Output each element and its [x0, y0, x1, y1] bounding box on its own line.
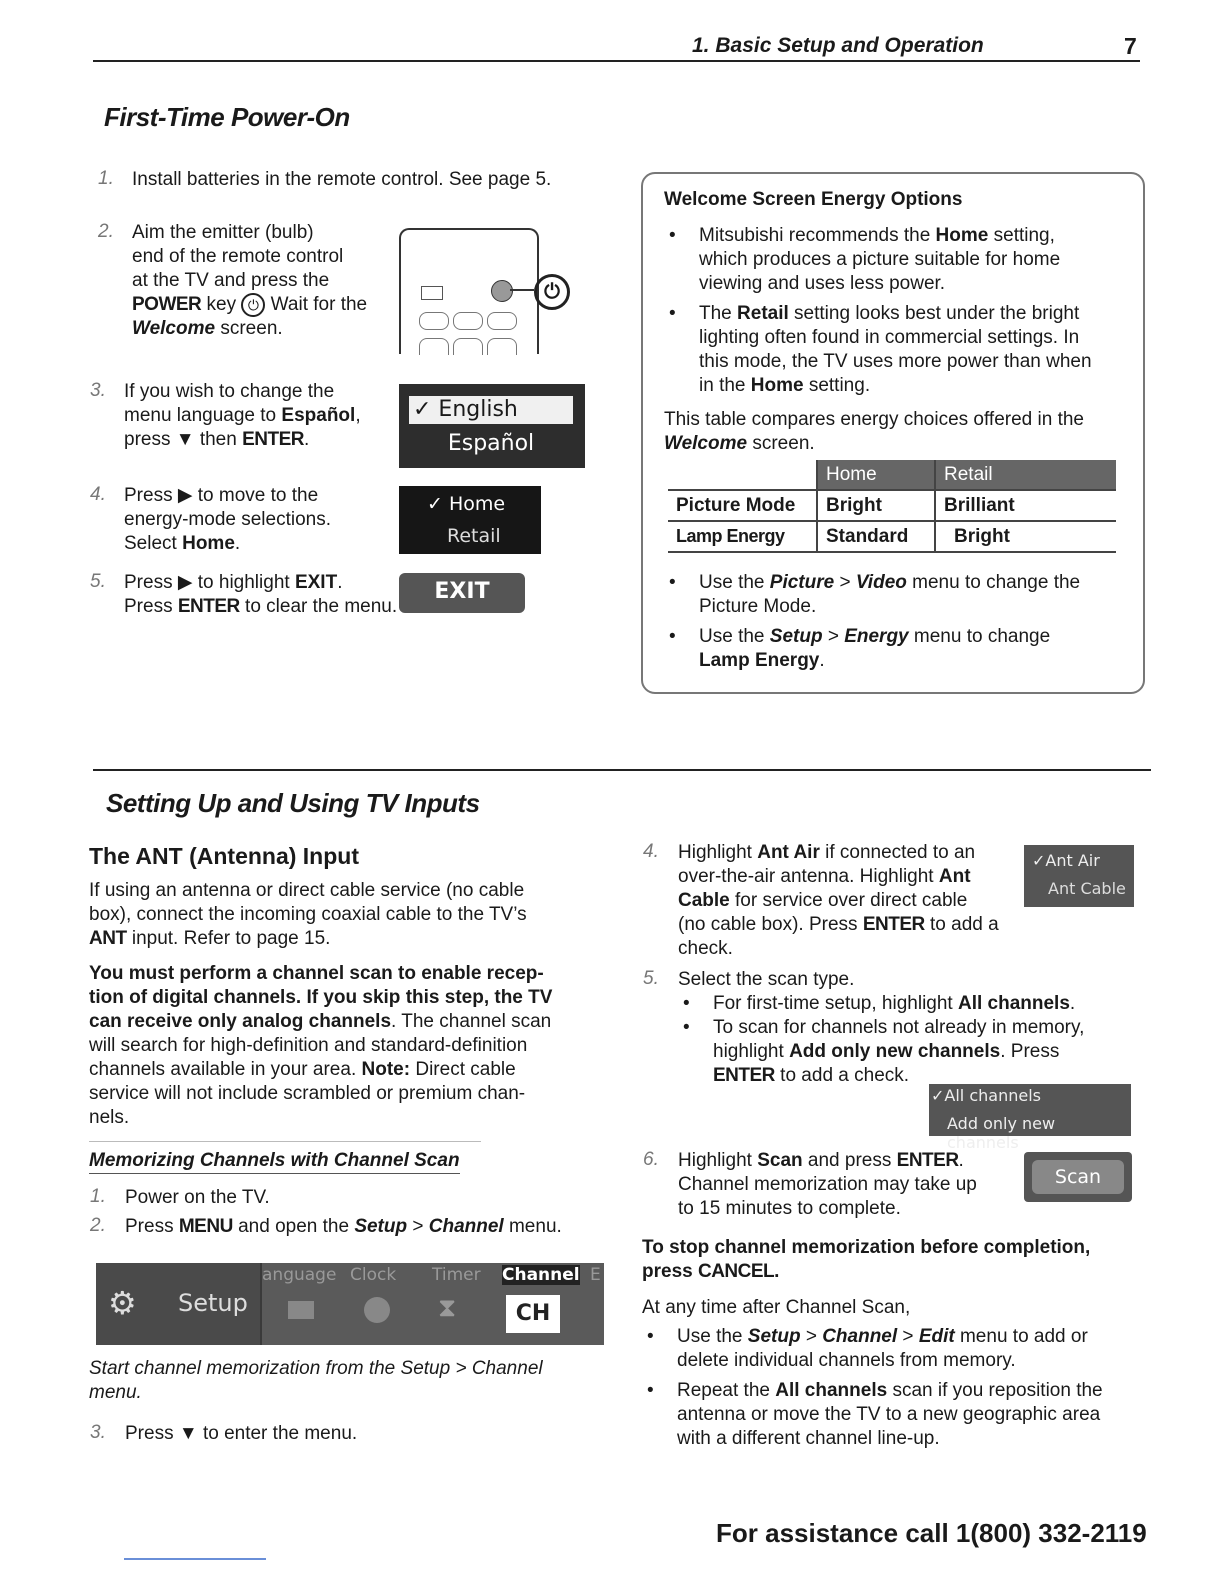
step-number: 6.: [643, 1149, 659, 1170]
channel-icon: CH: [506, 1295, 560, 1333]
energy-bullets-top: [664, 224, 1134, 398]
ant-input-paragraph: If using an antenna or direct cable service (no cable box), connect the incoming coaxial cable to the TV’s ANT input. Refer to page 15.: [89, 880, 527, 949]
step-text: If you wish to change the menu language to Español, press ▼ then ENTER.: [124, 381, 361, 450]
antenna-menu: [1024, 845, 1134, 907]
language-menu: [399, 384, 585, 468]
menu-item-clock[interactable]: Clock: [350, 1265, 397, 1285]
power-icon: ⏻: [241, 293, 265, 317]
menu-option-retail[interactable]: Retail: [447, 525, 501, 547]
list-item: • The Retail setting looks best under the bright lighting often found in commercial settings. In this mode, the TV uses more power than when in the Home setting.: [664, 302, 1134, 398]
setup-menu-screenshot: [96, 1263, 604, 1345]
after-scan-bullets: [642, 1325, 1142, 1451]
gear-icon: ⚙: [108, 1284, 137, 1322]
step-number: 3.: [90, 380, 106, 401]
menu-item-timer[interactable]: Timer: [432, 1265, 481, 1285]
list-item: • Use the Setup > Channel > Edit menu to add or delete individual channels from memory.: [642, 1325, 1142, 1373]
step-number: 3.: [90, 1422, 106, 1443]
list-item: • Use the Picture > Video menu to change the Picture Mode.: [664, 571, 1134, 619]
section-divider: [93, 769, 1151, 771]
list-item: • To scan for channels not already in memory, highlight Add only new channels. Press ENTER to add a check.: [678, 1016, 1138, 1088]
remote-button-icon: [419, 312, 449, 330]
list-item: • Repeat the All channels scan if you reposition the antenna or move the TV to a new geographic area with a different channel line-up.: [642, 1379, 1142, 1451]
section-title-first-time: First-Time Power-On: [104, 102, 350, 132]
menu-option-all-channels[interactable]: ✓All channels: [931, 1086, 1041, 1105]
step-text: Press ▶ to move to the energy-mode selections. Select Home.: [124, 485, 331, 554]
step-text: Press ▼ to enter the menu.: [125, 1423, 358, 1444]
setup-submenu: [262, 1263, 604, 1345]
energy-box-title: Welcome Screen Energy Options: [664, 189, 963, 210]
energy-bullets-bottom: [664, 571, 1134, 673]
channel-scan-paragraph: You must perform a channel scan to enable recep- tion of digital channels. If you skip this step, the TV can receive only analog channels. The channel scan will search for high-definition and standard-definition channels available in your area. Note: Direct cable service will not include scrambled or premium chan- nels.: [89, 963, 553, 1128]
menu-option-home[interactable]: ✓ Home: [427, 493, 506, 515]
step-text: Highlight Scan and press ENTER. Channel memorization may take up to 15 minutes to complete.: [678, 1150, 977, 1219]
step-number: 1.: [98, 168, 114, 189]
menu-option-english[interactable]: ✓ English: [409, 396, 573, 424]
stop-memorization-note: To stop channel memorization before completion, press CANCEL.: [642, 1237, 1091, 1282]
remote-power-button-icon: [491, 280, 513, 302]
list-item: • Use the Setup > Energy menu to change Lamp Energy.: [664, 625, 1134, 673]
step-number: 2.: [98, 221, 114, 242]
step-text: Press ▶ to highlight EXIT. Press ENTER to clear the menu.: [124, 572, 398, 617]
figure-caption: Start channel memorization from the Setup > Channel menu.: [89, 1358, 543, 1403]
table-row: Picture Mode Bright Brilliant: [668, 490, 1116, 521]
page-number: 7: [1124, 33, 1137, 59]
remote-button-icon: [453, 338, 483, 355]
language-icon: [288, 1301, 314, 1319]
scan-type-options: [678, 992, 1138, 1088]
remote-button-icon: [487, 338, 517, 355]
menu-option-ant-cable[interactable]: Ant Cable: [1048, 879, 1126, 898]
step-text: Highlight Ant Air if connected to an over-the-air antenna. Highlight Ant Cable for service over direct cable (no cable box). Press ENTER to add a check.: [678, 842, 999, 959]
setup-tab[interactable]: ⚙ Setup: [96, 1263, 260, 1345]
scan-button[interactable]: Scan: [1024, 1152, 1132, 1202]
energy-table-intro: This table compares energy choices offered in the Welcome screen.: [664, 409, 1084, 454]
step-text: Select the scan type.: [678, 969, 855, 990]
footer-decoration-line: [124, 1558, 266, 1560]
menu-option-ant-air[interactable]: ✓Ant Air: [1032, 851, 1100, 870]
memorizing-heading: Memorizing Channels with Channel Scan: [89, 1149, 460, 1174]
menu-option-espanol[interactable]: Español: [447, 431, 535, 456]
remote-button-icon: [487, 312, 517, 330]
menu-option-add-new-channels[interactable]: Add only new channels: [947, 1114, 1056, 1152]
menu-item-language[interactable]: anguage: [262, 1265, 337, 1285]
exit-button[interactable]: EXIT: [399, 573, 525, 613]
clock-icon: [364, 1297, 390, 1323]
remote-control-illustration: [399, 228, 539, 354]
callout-line: [510, 289, 534, 291]
table-row: Lamp Energy Standard Bright: [668, 521, 1116, 552]
menu-item-channel[interactable]: Channel: [502, 1265, 580, 1285]
table-header-home: Home: [817, 460, 935, 490]
step-text: Power on the TV.: [125, 1187, 270, 1208]
step-text: Press MENU and open the Setup > Channel menu.: [125, 1216, 562, 1237]
step-number: 1.: [90, 1186, 106, 1207]
list-item: • Mitsubishi recommends the Home setting, which produces a picture suitable for home viewing and uses less power.: [664, 224, 1134, 296]
after-scan-text: At any time after Channel Scan,: [642, 1297, 911, 1318]
energy-mode-menu: [399, 486, 541, 554]
step-number: 5.: [90, 571, 106, 592]
power-callout-icon: ⏻: [534, 274, 570, 310]
section-title-tv-inputs: Setting Up and Using TV Inputs: [106, 788, 480, 818]
step-text: Install batteries in the remote control. See page 5.: [132, 169, 552, 190]
chapter-title: 1. Basic Setup and Operation: [692, 34, 984, 57]
step-number: 4.: [90, 484, 106, 505]
scan-type-menu: [929, 1084, 1131, 1152]
remote-button-icon: [419, 338, 449, 355]
step-number: 2.: [90, 1215, 106, 1236]
menu-item-e[interactable]: E: [590, 1265, 601, 1285]
divider: [89, 1141, 481, 1142]
remote-button-icon: [421, 286, 443, 300]
step-text: Aim the emitter (bulb) end of the remote control at the TV and press the POWER key ⏻ Wait for the Welcome screen.: [132, 222, 368, 339]
ant-input-heading: The ANT (Antenna) Input: [89, 843, 359, 869]
assistance-phone: For assistance call 1(800) 332-2119: [716, 1518, 1147, 1548]
step-number: 5.: [643, 968, 659, 989]
table-header-retail: Retail: [935, 460, 1116, 490]
list-item: • For first-time setup, highlight All channels.: [678, 992, 1138, 1016]
hourglass-icon: ⧗: [438, 1293, 457, 1323]
step-number: 4.: [643, 841, 659, 862]
header-rule: [93, 60, 1140, 62]
remote-button-icon: [453, 312, 483, 330]
energy-comparison-table: [668, 460, 1116, 553]
